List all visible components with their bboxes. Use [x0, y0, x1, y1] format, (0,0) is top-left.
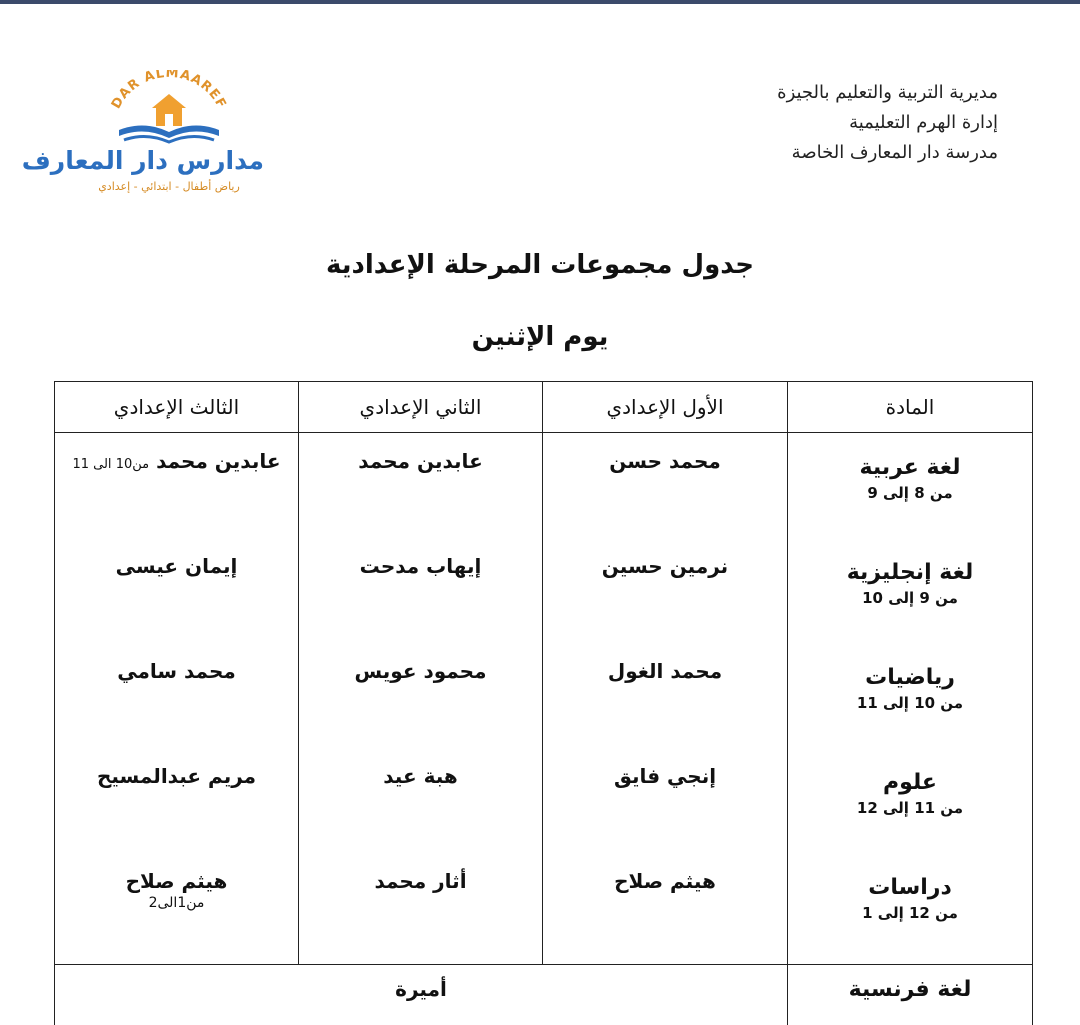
table-row — [55, 748, 1033, 853]
teacher-name: هيثم صلاح — [614, 868, 716, 893]
grade-2-cell — [299, 748, 543, 853]
grade-2-cell — [299, 643, 543, 748]
grade-1-cell — [543, 433, 788, 538]
teacher-name: إيهاب مدحت — [359, 553, 482, 578]
grade-3-cell — [55, 433, 299, 538]
subject-name: لغة فرنسية — [848, 977, 972, 1002]
grade-3-cell — [55, 748, 299, 853]
teacher-name: عابدين محمد — [358, 449, 483, 473]
teacher-name: محمد سامي — [117, 658, 236, 683]
grade-1-cell — [543, 643, 788, 748]
subject-name: دراسات — [868, 874, 952, 900]
day-title: يوم الإثنين — [471, 322, 609, 352]
subject-cell — [788, 965, 1033, 1025]
top-border — [0, 0, 1080, 4]
teacher-name: أميرة — [395, 977, 447, 1001]
subject-time: من 8 إلى 9 — [867, 484, 953, 502]
subject-name: لغة إنجليزية — [846, 559, 974, 585]
teacher-name: محمد حسن — [609, 449, 721, 473]
teacher-name: أثار محمد — [374, 868, 467, 893]
teacher-name: محمد الغول — [607, 658, 723, 683]
subject-name: علوم — [883, 769, 937, 795]
teacher-name: نرمين حسين — [601, 553, 729, 578]
subject-cell — [788, 748, 1033, 853]
logo-brand-name: مدارس دار المعارف — [21, 146, 264, 175]
teacher-with-note — [55, 449, 298, 473]
teacher-name: إنجي فايق — [613, 763, 717, 788]
subject-time: من 12 إلى 1 — [862, 903, 958, 922]
subject-cell — [788, 433, 1033, 538]
time-note: من1الى2 — [148, 894, 205, 911]
time-note: من10 الى 11 — [72, 457, 150, 472]
administration-line: إدارة الهرم التعليمية — [849, 112, 998, 133]
school-logo — [21, 70, 264, 200]
logo-arc-text: DAR ALMAAREF — [108, 70, 230, 112]
subject-name: لغة عربية — [859, 455, 961, 480]
teacher-name: إيمان عيسى — [115, 553, 238, 578]
logo-tagline: رياض أطفال - ابتدائي - إعدادي — [98, 180, 240, 193]
subject-cell — [788, 643, 1033, 748]
subject-time: من 9 إلى 10 — [862, 588, 958, 607]
grade-3-cell — [55, 853, 299, 965]
header-subject: المادة — [788, 382, 1033, 433]
teacher-name: هبة عيد — [383, 763, 458, 788]
schedule-table — [54, 381, 1033, 1025]
grade-2-cell — [299, 433, 543, 538]
subject-cell — [788, 853, 1033, 965]
header-grade-3: الثالث الإعدادي — [55, 382, 299, 433]
subject-name: رياضيات — [865, 664, 955, 690]
document-title: جدول مجموعات المرحلة الإعدادية — [325, 250, 755, 280]
teacher-name: عابدين محمد — [156, 449, 281, 473]
table-row — [55, 853, 1033, 965]
grade-3-cell — [55, 538, 299, 643]
teacher-name: محمود عويس — [354, 658, 487, 683]
merged-teacher-cell — [55, 965, 788, 1025]
ministry-header — [777, 78, 998, 168]
grade-1-cell — [543, 748, 788, 853]
table-row — [55, 433, 1033, 538]
subject-cell — [788, 538, 1033, 643]
header-grade-2: الثاني الإعدادي — [299, 382, 543, 433]
table-row — [55, 643, 1033, 748]
table-row — [55, 965, 1033, 1025]
table-header-row — [55, 382, 1033, 433]
teacher-name: هيثم صلاح — [125, 868, 228, 893]
grade-2-cell — [299, 538, 543, 643]
grade-3-cell — [55, 643, 299, 748]
school-line: مدرسة دار المعارف الخاصة — [791, 142, 998, 163]
directorate-line: مديرية التربية والتعليم بالجيزة — [777, 82, 998, 103]
subject-time: من 11 إلى 12 — [856, 798, 964, 817]
table-row — [55, 538, 1033, 643]
header-grade-1: الأول الإعدادي — [543, 382, 788, 433]
teacher-name: مريم عبدالمسيح — [96, 763, 257, 788]
logo-graphic — [74, 70, 264, 150]
subject-time: من 10 إلى 11 — [856, 693, 964, 712]
grade-1-cell — [543, 853, 788, 965]
grade-2-cell — [299, 853, 543, 965]
grade-1-cell — [543, 538, 788, 643]
